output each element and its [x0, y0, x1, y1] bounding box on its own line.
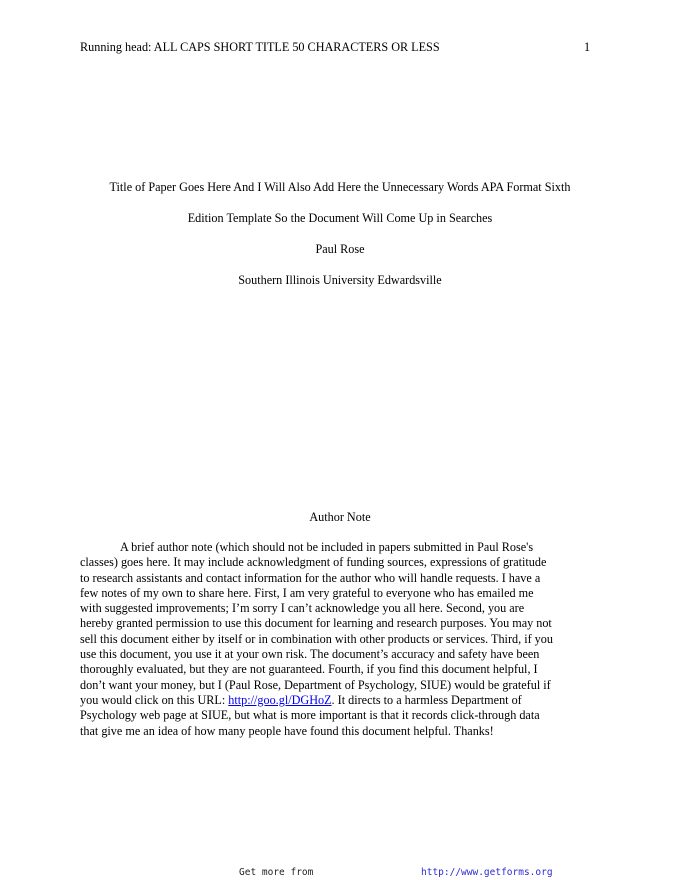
- link-prefix-text: you would click on this URL:: [80, 692, 229, 707]
- paper-title-line-1: Title of Paper Goes Here And I Will Also Add Here the Unnecessary Words APA Format Sixth: [109, 180, 571, 194]
- author-name: Paul Rose: [315, 242, 365, 256]
- note-line: with suggested improvements; I’m sorry I can’t acknowledge you all here. Second, you are: [80, 601, 525, 616]
- note-line: [80, 540, 600, 555]
- note-line: hereby granted permission to use this document for learning and research purposes. You may not: [80, 616, 552, 631]
- link-suffix-text: . It directs to a harmless Department of: [331, 692, 522, 707]
- note-line: that give me an idea of how many people have found this document helpful. Thanks!: [80, 723, 494, 738]
- note-line-with-link: [80, 693, 600, 708]
- footer-get-more: Get more from: [239, 867, 314, 878]
- note-line: few notes of my own to share here. First, I am very grateful to everyone who has emailed me: [80, 585, 534, 600]
- note-line: classes) goes here. It may include acknowledgment of funding sources, expressions of gratitude: [80, 555, 547, 570]
- note-line: Psychology web page at SIUE, but what is more important is that it records click-through data: [80, 708, 540, 723]
- url-link[interactable]: http://goo.gl/DGHoZ: [228, 692, 332, 707]
- note-line-text: A brief author note (which should not be included in papers submitted in Paul Rose's: [120, 540, 534, 554]
- page-number: 1: [584, 40, 591, 54]
- note-line: don’t want your money, but I (Paul Rose, Department of Psychology, SIUE) would be grateful if: [80, 677, 551, 692]
- institution-affiliation: Southern Illinois University Edwardsville: [238, 273, 442, 287]
- paper-title-line-2: Edition Template So the Document Will Come Up in Searches: [187, 211, 493, 225]
- running-head: Running head: ALL CAPS SHORT TITLE 50 CHARACTERS OR LESS: [80, 40, 440, 54]
- title-block: [80, 172, 600, 296]
- footer-url-link[interactable]: http://www.getforms.org: [421, 867, 553, 878]
- author-note-paragraph: [80, 540, 600, 739]
- author-note-heading: Author Note: [309, 510, 371, 524]
- note-line: thoroughly evaluated, but they are not guaranteed. Fourth, if you find this document helpful, I: [80, 662, 538, 677]
- note-line: to research assistants and contact information for the author who will handle requests. I have a: [80, 570, 541, 585]
- note-line: use this document, you use it at your own risk. The document’s accuracy and safety have been: [80, 647, 540, 662]
- note-line: sell this document either by itself or in combination with other products or services. Third, if you: [80, 631, 553, 646]
